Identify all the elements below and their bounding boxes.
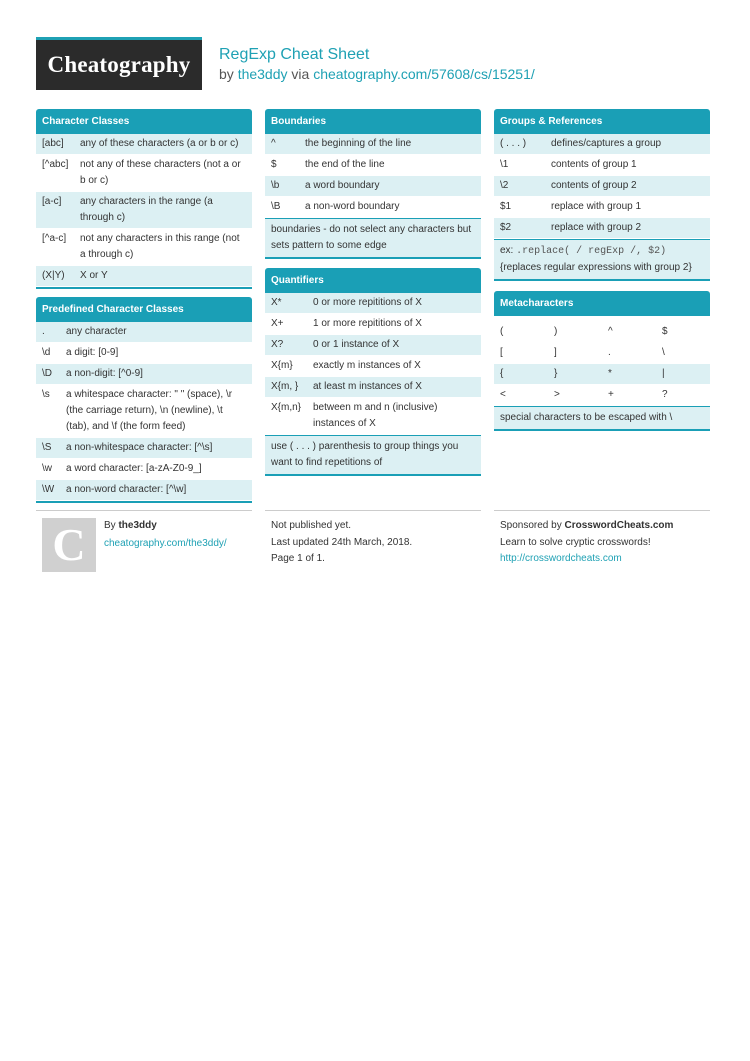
example-code: .replace( / regExp /, $2) (516, 246, 667, 257)
row-key: \s (42, 389, 50, 400)
metachar-cell: ) (554, 326, 558, 337)
row-value: a digit: [0-9] (66, 347, 119, 358)
row-value: at least m instances of X (313, 381, 422, 392)
row-key: \w (42, 463, 52, 474)
row-key: (X|Y) (42, 270, 65, 281)
footer-author-link[interactable]: cheatography.com/the3ddy/ (104, 538, 227, 549)
metachar-cell: | (662, 368, 665, 379)
row-value: a non-word character: [^\w] (66, 484, 187, 495)
table-row (494, 364, 710, 385)
table-row (36, 364, 252, 385)
row-value: any of these characters (a or b or c) (80, 138, 239, 149)
row-value: exactly m instances of X (313, 360, 421, 371)
footer-divider (265, 510, 481, 511)
table-row (494, 343, 710, 364)
row-key: \D (42, 368, 52, 379)
row-value: a word boundary (305, 180, 380, 191)
page-title: RegExp Cheat Sheet (219, 46, 370, 63)
row-key: [a-c] (42, 196, 62, 207)
sponsor-line (500, 517, 673, 534)
metachar-cell: * (608, 368, 612, 379)
metachar-cell: ? (662, 389, 668, 400)
row-value: a non-word boundary (305, 201, 400, 212)
row-value: X or Y (80, 270, 108, 281)
table-row (36, 266, 252, 287)
author-link[interactable]: the3ddy (237, 66, 288, 82)
row-key: [^a-c] (42, 233, 67, 244)
row-key: $2 (500, 222, 512, 233)
table-row (36, 322, 252, 343)
metachar-cell: $ (662, 326, 668, 337)
panel-header: Groups & References (494, 109, 710, 134)
table-row (265, 335, 481, 356)
row-value: any character (66, 326, 127, 337)
row-value: between m and n (inclusive) instances of X (313, 402, 438, 429)
row-key: \d (42, 347, 51, 358)
sponsor-name: CrosswordCheats.com (564, 520, 674, 531)
metachar-cell: > (554, 389, 560, 400)
row-key: ( . . . ) (500, 138, 527, 149)
table-row (265, 293, 481, 314)
table-row (494, 155, 710, 176)
row-value: any characters in the range (a through c) (80, 196, 213, 223)
metachar-cell: ^ (608, 326, 613, 337)
row-value: not any of these characters (not a or b or c) (80, 159, 241, 186)
character-classes-panel (36, 109, 252, 289)
metachar-cell: + (608, 389, 614, 400)
quantifiers-note: use ( . . . ) parenthesis to group things you want to find repetitions of (265, 435, 481, 476)
row-key: X+ (271, 318, 284, 329)
table-row (265, 155, 481, 176)
panel-header: Predefined Character Classes (36, 297, 252, 322)
panel-header: Character Classes (36, 109, 252, 134)
row-value: a word character: [a-zA-Z0-9_] (66, 463, 202, 474)
table-row (36, 438, 252, 459)
publish-status: Not published yet. (271, 520, 352, 531)
row-key: [abc] (42, 138, 64, 149)
row-key: $1 (500, 201, 512, 212)
sponsor-link[interactable]: http://crosswordcheats.com (500, 553, 622, 564)
table-row (36, 192, 252, 229)
row-value: 0 or 1 instance of X (313, 339, 400, 350)
byline-via: via (287, 66, 314, 82)
table-row (265, 377, 481, 398)
table-row (265, 398, 481, 435)
row-key: \S (42, 442, 52, 453)
row-key: X{m} (271, 360, 293, 371)
metachar-cell: < (500, 389, 506, 400)
table-row (265, 197, 481, 218)
row-key: X? (271, 339, 284, 350)
row-value: contents of group 1 (551, 159, 637, 170)
row-key: \b (271, 180, 280, 191)
footer-author-link-wrap (104, 535, 227, 552)
footer-divider (36, 510, 252, 511)
sponsor-tagline: Learn to solve cryptic crosswords! (500, 537, 651, 548)
cheatography-logo[interactable] (36, 37, 202, 90)
table-row (36, 229, 252, 266)
footer-author-name: the3ddy (118, 520, 157, 531)
footer-divider (494, 510, 710, 511)
row-value: the end of the line (305, 159, 385, 170)
table-row (265, 134, 481, 155)
table-row (494, 218, 710, 239)
example-explanation: {replaces regular expressions with group 2} (500, 262, 692, 273)
table-row (494, 134, 710, 155)
row-value: a non-digit: [^0-9] (66, 368, 143, 379)
table-row (265, 314, 481, 335)
row-value: 1 or more repititions of X (313, 318, 422, 329)
panel-header: Quantifiers (265, 268, 481, 293)
metachar-cell: . (608, 347, 611, 358)
byline-prefix: by (219, 66, 238, 82)
row-value: not any characters in this range (not a through c) (80, 233, 240, 260)
footer-author (104, 517, 157, 534)
row-value: replace with group 2 (551, 222, 642, 233)
row-key: X* (271, 297, 282, 308)
table-row (494, 385, 710, 406)
row-value: 0 or more repititions of X (313, 297, 422, 308)
row-key: X{m, } (271, 381, 299, 392)
row-value: replace with group 1 (551, 201, 642, 212)
predefined-classes-panel (36, 297, 252, 503)
page-number: Page 1 of 1. (271, 553, 325, 564)
row-key: . (42, 326, 45, 337)
row-key: \W (42, 484, 55, 495)
sheet-url-link[interactable]: cheatography.com/57608/cs/15251/ (313, 66, 535, 82)
row-key: X{m,n} (271, 402, 302, 413)
table-row (36, 134, 252, 155)
table-row (494, 176, 710, 197)
metacharacters-note: special characters to be escaped with \ (494, 406, 710, 431)
example-prefix: ex: (500, 245, 517, 256)
table-row (494, 322, 710, 343)
table-row (494, 197, 710, 218)
footer-by-label: By (104, 520, 119, 531)
metachar-cell: [ (500, 347, 503, 358)
table-row (36, 459, 252, 480)
table-row (36, 480, 252, 501)
quantifiers-panel (265, 268, 481, 476)
sponsor-link-wrap (500, 550, 622, 567)
row-value: contents of group 2 (551, 180, 637, 191)
row-value: the beginning of the line (305, 138, 412, 149)
panel-header: Metacharacters (494, 291, 710, 316)
row-key: $ (271, 159, 277, 170)
sponsor-label: Sponsored by (500, 520, 565, 531)
row-value: defines/captures a group (551, 138, 662, 149)
last-updated: Last updated 24th March, 2018. (271, 537, 413, 548)
row-key: \B (271, 201, 281, 212)
row-key: ^ (271, 138, 276, 149)
table-row (265, 176, 481, 197)
metachar-cell: } (554, 368, 558, 379)
table-row (36, 385, 252, 438)
metachar-cell: { (500, 368, 504, 379)
logo-text: Cheatography (47, 52, 191, 77)
row-value: a non-whitespace character: [^\s] (66, 442, 213, 453)
row-key: \1 (500, 159, 509, 170)
example-line (500, 243, 704, 260)
metacharacters-panel (494, 291, 710, 431)
table-row (265, 356, 481, 377)
row-key: \2 (500, 180, 509, 191)
boundaries-panel (265, 109, 481, 259)
row-key: [^abc] (42, 159, 69, 170)
table-row (36, 343, 252, 364)
groups-references-panel (494, 109, 710, 281)
author-avatar[interactable] (42, 518, 96, 572)
metachar-cell: ( (500, 326, 504, 337)
row-value: a whitespace character: " " (space), \r (the carriage return), \n (newline), \t (tab), and \f (the form feed) (66, 389, 233, 432)
panel-header: Boundaries (265, 109, 481, 134)
metachar-cell: ] (554, 347, 557, 358)
table-row (36, 155, 252, 192)
avatar-letter: C (52, 519, 86, 570)
boundaries-note: boundaries - do not select any characters but sets pattern to some edge (265, 218, 481, 259)
groups-example-note (494, 239, 710, 281)
byline (219, 66, 535, 82)
metachar-cell: \ (662, 347, 665, 358)
